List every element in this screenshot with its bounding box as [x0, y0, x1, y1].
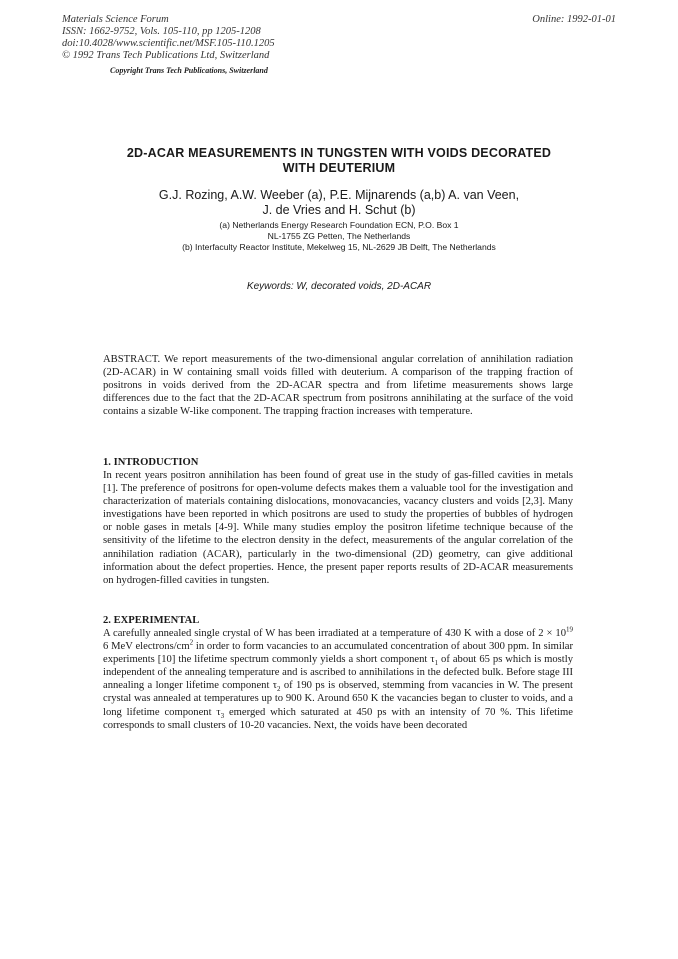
area-exponent: 2: [189, 638, 194, 647]
affiliation-line: (b) Interfaculty Reactor Institute, Mekelweg 15, NL-2629 JB Delft, The Netherlands: [182, 242, 496, 252]
experimental-text-part: 6 MeV electrons/cm: [103, 641, 190, 653]
experimental-text-part: of about 65 ps which is mostly independent of the annealing temperature and is ascribed to annihilations in the defected bulk. Before stage III annealing a longer lifetime component τ: [103, 654, 573, 692]
experimental-text: [103, 627, 573, 732]
author-line: G.J. Rozing, A.W. Weeber (a), P.E. Mijnarends (a,b) A. van Veen,: [158, 188, 520, 202]
experimental-text-part: in order to form vacancies to an accumulated concentration of about 300 ppm. In similar experiments [10] the lifetime spectrum commonly yields a short component τ: [103, 641, 574, 666]
affiliations: [100, 220, 578, 253]
paper-title-line: WITH DEUTERIUM: [282, 161, 396, 175]
experimental-text-part: A carefully annealed single crystal of W has been irradiated at a temperature of 430 K with a dose of 2 × 10: [103, 628, 566, 639]
experimental-text-part: of 190 ps is observed, stemming from vacancies in W. The present crystal was annealed at temperatures up to 900 K. Around 650 K the vacancies began to cluster to voids, and a long lifetime component τ: [103, 680, 573, 718]
dose-exponent: 19: [566, 625, 573, 634]
publisher-copyright: Copyright Trans Tech Publications, Switzerland: [110, 66, 268, 75]
tau1-subscript: 1: [434, 659, 439, 668]
journal-issn: ISSN: 1662-9752, Vols. 105-110, pp 1205-1208: [62, 26, 261, 37]
section-heading-introduction: 1. INTRODUCTION: [103, 457, 199, 468]
affiliation-line: (a) Netherlands Energy Research Foundation ECN, P.O. Box 1: [219, 220, 459, 230]
tau3-subscript: 3: [220, 711, 225, 720]
tau2-subscript: 2: [277, 685, 281, 694]
journal-doi: doi:10.4028/www.scientific.net/MSF.105-110.1205: [62, 38, 275, 49]
paper-title: [100, 146, 578, 176]
keywords: Keywords: W, decorated voids, 2D-ACAR: [246, 281, 432, 292]
section-heading-experimental: 2. EXPERIMENTAL: [103, 615, 200, 626]
introduction-text: In recent years positron annihilation has been found of great use in the study of gas-filled cavities in metals [1]. The preference of positrons for open-volume defects makes them a valuable tool for the investigation and characterization of materials containing dislocations, monovacancies, vacancy clusters and voids [2,3]. Many investigations have been reported in which positrons are used to study the properties of bubbles of hydrogen or noble gases in metals [4-9]. While many studies employ the positron lifetime technique because of the sensitivity of the lifetime to the electron density in the defect, measurements of the angular correlation of the annihilation radiation (ACAR), particularly in the two-dimensional (2D) geometry, can give additional information about the defect properties. Hence, the present paper reports results of 2D-ACAR measurements on hydrogen-filled cavities in tungsten.: [103, 470, 573, 586]
experimental-text-part: emerged which saturated at 450 ps with an intensity of 70 %. This lifetime corresponds to small clusters of 10-20 vacancies. Next, the voids have been decorated: [103, 706, 573, 731]
online-date: Online: 1992-01-01: [532, 14, 616, 25]
journal-name: Materials Science Forum: [62, 14, 169, 25]
paper-title-line: 2D-ACAR MEASUREMENTS IN TUNGSTEN WITH VOIDS DECORATED: [126, 146, 552, 160]
author-line: J. de Vries and H. Schut (b): [262, 203, 416, 217]
journal-header: [62, 14, 275, 62]
abstract: ABSTRACT. We report measurements of the two-dimensional angular correlation of annihilation radiation (2D-ACAR) in W containing small voids filled with deuterium. A comparison of the trapping fraction of positrons in voids derived from the 2D-ACAR spectra and from lifetime measurements shows large differences due to the fact that the 2D-ACAR spectrum from positrons annihilating at the surface of the void contains a sizable W-like component. The trapping fraction increases with temperature.: [103, 354, 573, 418]
journal-copyright: © 1992 Trans Tech Publications Ltd, Switzerland: [62, 50, 270, 61]
author-list: [100, 188, 578, 218]
affiliation-line: NL-1755 ZG Petten, The Netherlands: [267, 231, 411, 241]
